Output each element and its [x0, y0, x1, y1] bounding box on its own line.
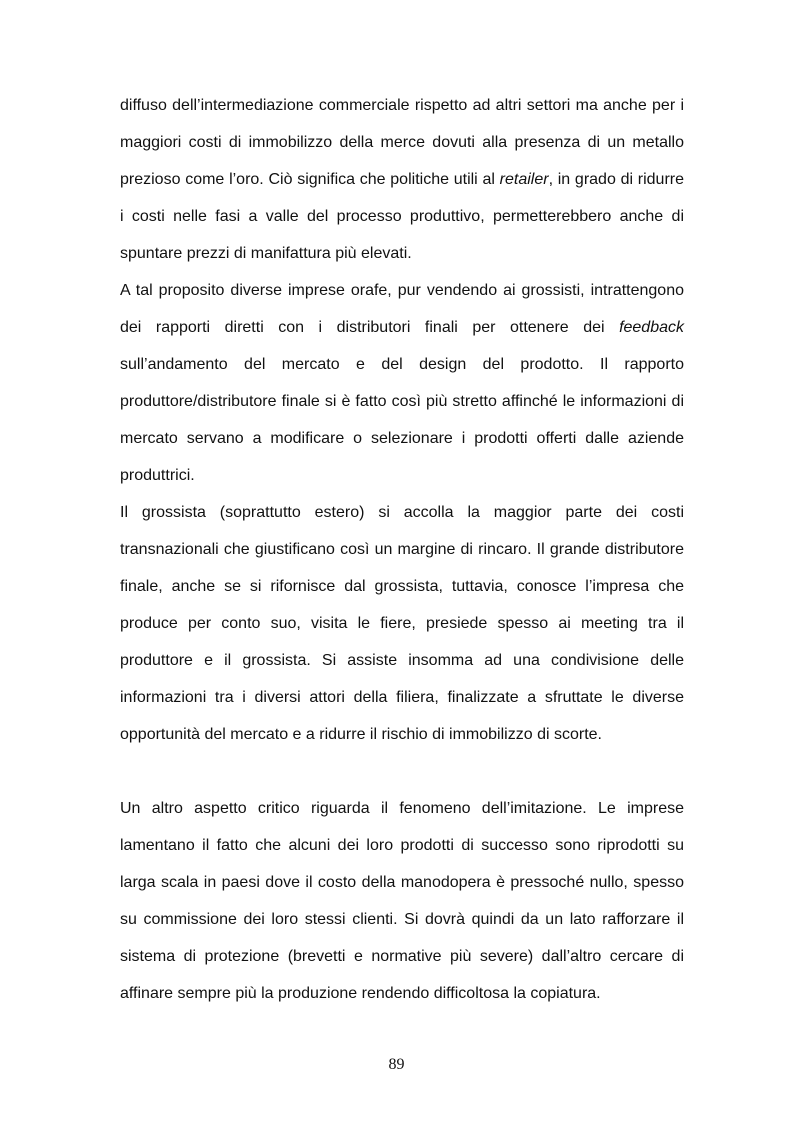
paragraph-spacer [120, 753, 684, 790]
italic-term-retailer: retailer [499, 171, 549, 188]
paragraph-text: , in grado di ridurre i costi nelle fasi a valle del processo produttivo, permetterebbero anche di spuntare prezzi di manifattura più elevati. [120, 171, 685, 262]
paragraph-text: diffuso dell’intermediazione commerciale rispetto ad altri settori ma anche per i maggiori costi di immobilizzo della merce dovuti alla presenza di un metallo prezioso come l’oro. Ciò significa che politiche utili al [120, 97, 684, 188]
paragraph-text: sull’andamento del mercato e del design del prodotto. Il rapporto produttore/distributore finale si è fatto così più stretto affinché le informazioni di mercato servano a modificare o selezionare i prodotti offerti dalle aziende produttrici. [120, 356, 684, 484]
paragraph-text: A tal proposito diverse imprese orafe, pur vendendo ai grossisti, intrattengono dei rapporti diretti con i distributori finali per ottenere dei [120, 282, 684, 336]
paragraph-imitation: Un altro aspetto critico riguarda il fenomeno dell’imitazione. Le imprese lamentano il fatto che alcuni dei loro prodotti di successo sono riprodotti su larga scala in paesi dove il costo della manodopera è pressoché nullo, spesso su commissione dei loro stessi clienti. Si dovrà quindi da un lato rafforzare il sistema di protezione (brevetti e normative più severe) dall’altro cercare di affinare sempre più la produzione rendendo difficoltosa la copiatura. [120, 800, 684, 1002]
page-body [120, 87, 684, 1012]
paragraph-wholesaler: Il grossista (soprattutto estero) si accolla la maggior parte dei costi transnazionali che giustificano così un margine di rincaro. Il grande distributore finale, anche se si rifornisce dal grossista, tuttavia, conosce l’impresa che produce per conto suo, visita le fiere, presiede spesso ai meeting tra il produttore e il grossista. Si assiste insomma ad una condivisione delle informazioni tra i diversi attori della filiera, finalizzate a sfruttate le diverse opportunità del mercato e a ridurre il rischio di immobilizzo di scorte. [120, 504, 684, 743]
page-number: 89 [388, 1056, 405, 1073]
paragraph-intermediation [120, 87, 684, 272]
paragraph-feedback [120, 272, 684, 494]
italic-term-feedback: feedback [619, 319, 684, 336]
